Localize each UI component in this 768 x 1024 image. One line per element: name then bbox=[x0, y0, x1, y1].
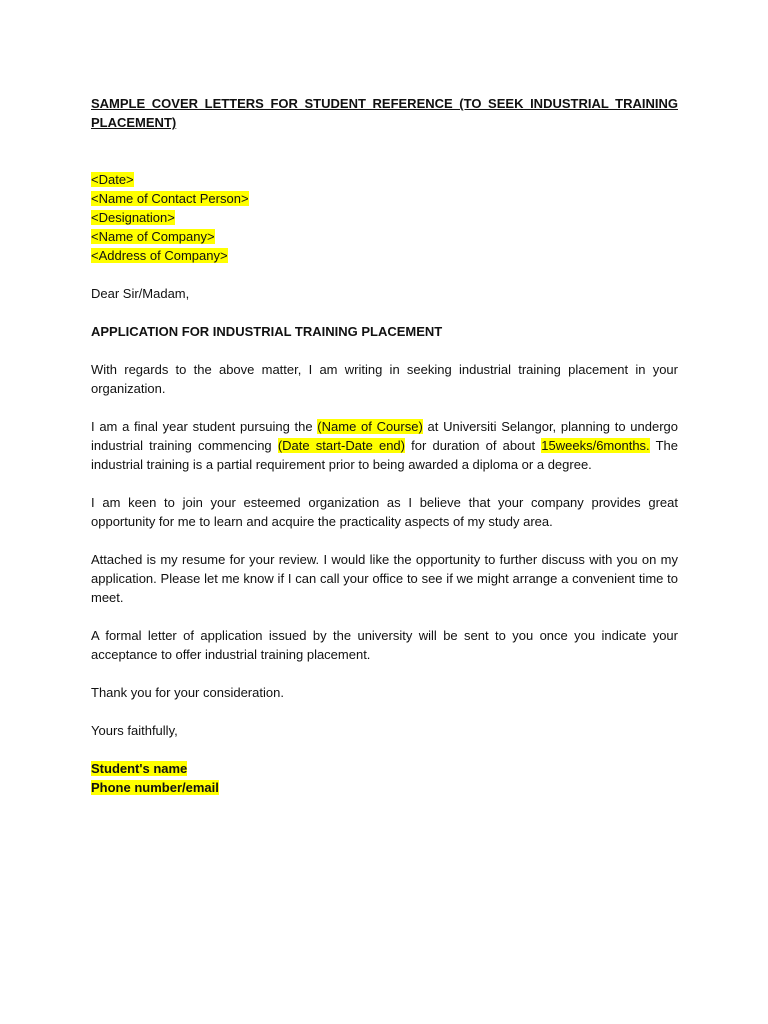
signature-block bbox=[91, 759, 678, 797]
para2-text-3: for duration of about bbox=[405, 438, 542, 453]
letter-content bbox=[91, 94, 678, 797]
para2-text-2: at Universiti Selangor, planning to undergo industrial training commencing bbox=[91, 419, 679, 453]
para2-text-1: I am a final year student pursuing the bbox=[91, 419, 318, 434]
paragraph-student-details bbox=[91, 417, 678, 474]
paragraph-motivation: I am keen to join your esteemed organization as I believe that your company provides great opportunity for me to learn and acquire the practicality aspects of my study area. bbox=[91, 495, 678, 529]
salutation: Dear Sir/Madam, bbox=[91, 286, 190, 301]
address-date: <Date> bbox=[91, 172, 134, 187]
address-contact-person: <Name of Contact Person> bbox=[91, 191, 249, 206]
course-placeholder: (Name of Course) bbox=[317, 419, 423, 434]
address-designation: <Designation> bbox=[91, 210, 175, 225]
paragraph-intro: With regards to the above matter, I am writing in seeking industrial training placement in your organization. bbox=[91, 362, 678, 396]
paragraph-resume: Attached is my resume for your review. I would like the opportunity to further discuss with you on my application. Please let me know if I can call your office to see if we might arrange a convenient time to meet. bbox=[91, 552, 678, 605]
closing: Yours faithfully, bbox=[91, 723, 178, 738]
dates-placeholder: (Date start-Date end) bbox=[277, 438, 405, 453]
paragraph-formal-letter: A formal letter of application issued by the university will be sent to you once you indicate your acceptance to offer industrial training placement. bbox=[91, 628, 678, 662]
paragraph-thanks: Thank you for your consideration. bbox=[91, 685, 284, 700]
subject-line: APPLICATION FOR INDUSTRIAL TRAINING PLACEMENT bbox=[91, 324, 443, 339]
address-company-address: <Address of Company> bbox=[91, 248, 228, 263]
signature-contact: Phone number/email bbox=[91, 780, 219, 795]
address-block bbox=[91, 170, 678, 265]
duration-placeholder: 15weeks/6months. bbox=[541, 438, 650, 453]
para2-text-4: The industrial training is a partial requirement prior to being awarded a diploma or a degree. bbox=[91, 438, 679, 472]
signature-student-name: Student's name bbox=[91, 761, 188, 776]
document-title: SAMPLE COVER LETTERS FOR STUDENT REFERENCE (TO SEEK INDUSTRIAL TRAINING PLACEMENT) bbox=[91, 96, 678, 130]
address-company-name: <Name of Company> bbox=[91, 229, 215, 244]
